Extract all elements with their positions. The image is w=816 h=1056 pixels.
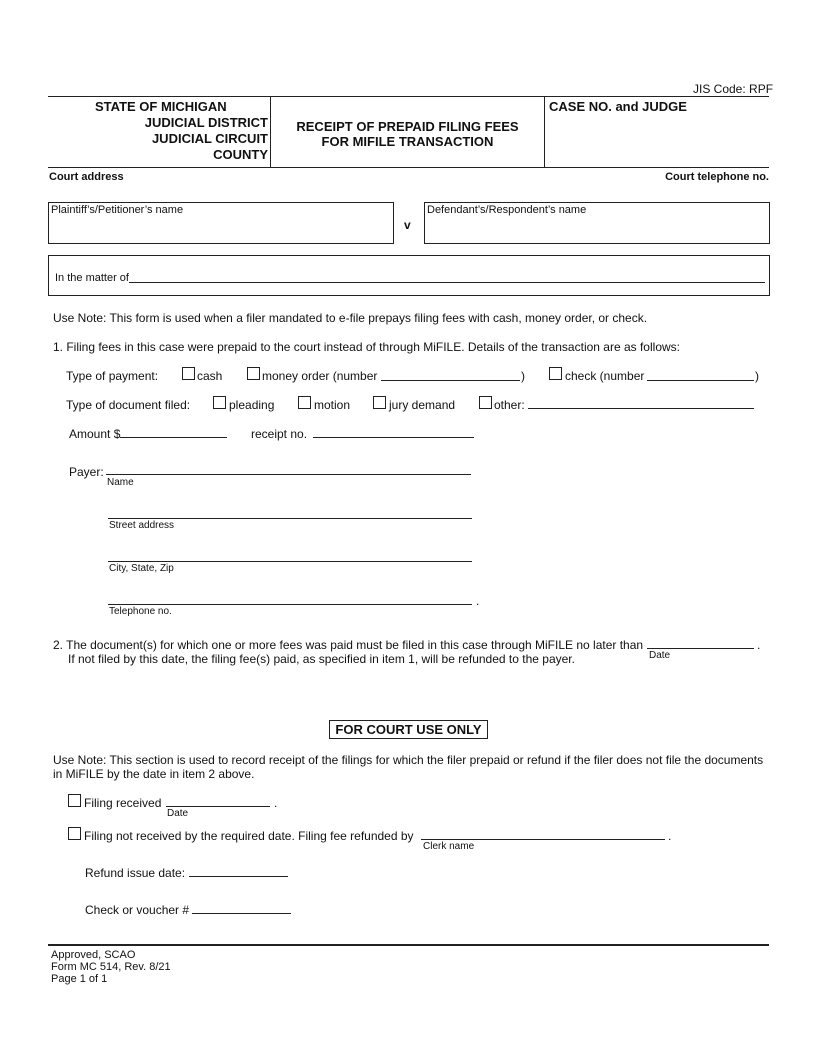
court-address-label: Court address	[49, 171, 124, 183]
doc-type-label: Type of document filed:	[66, 398, 191, 412]
jury-demand-label: jury demand	[389, 398, 456, 412]
jury-demand-checkbox[interactable]	[373, 396, 386, 409]
payer-street-field[interactable]	[108, 518, 472, 519]
court-use-heading-box	[329, 720, 488, 739]
plaintiff-box[interactable]	[48, 202, 394, 244]
other-checkbox[interactable]	[479, 396, 492, 409]
clerk-name-field[interactable]	[421, 839, 665, 840]
jis-code: JIS Code: RPF	[693, 82, 774, 96]
state-label: STATE OF MICHIGAN	[95, 99, 227, 114]
refund-date-label: Refund issue date:	[85, 866, 186, 880]
item2-period: .	[757, 638, 761, 652]
court-telephone-label: Court telephone no.	[665, 171, 769, 183]
plaintiff-label: Plaintiff’s/Petitioner’s name	[51, 204, 184, 216]
not-received-label: Filing not received by the required date. Filing fee refunded by	[84, 829, 414, 843]
refund-date-field[interactable]	[189, 876, 288, 877]
filing-received-checkbox[interactable]	[68, 794, 81, 807]
footer-form-number: Form MC 514, Rev. 8/21	[51, 961, 171, 973]
payer-name-field[interactable]	[106, 474, 471, 475]
payer-name-caption: Name	[107, 477, 134, 488]
check-voucher-field[interactable]	[192, 913, 291, 914]
form-title-line2: FOR MIFILE TRANSACTION	[321, 134, 494, 149]
money-order-label: money order (number	[262, 369, 378, 383]
item2-line1: 2. The document(s) for which one or more fees was paid must be filed in this case through MiFILE no later than	[53, 638, 644, 652]
use-note: Use Note: This form is used when a filer mandated to e-file prepays filing fees with cash, money order, or check.	[53, 311, 648, 325]
court-use-heading: FOR COURT USE ONLY	[335, 722, 482, 737]
other-label: other:	[494, 398, 525, 412]
court-use-note-line2: in MiFILE by the date in item 2 above.	[53, 767, 255, 781]
check-close: )	[755, 369, 759, 383]
payer-city-field[interactable]	[108, 561, 472, 562]
check-number-field[interactable]	[647, 380, 754, 381]
payer-phone-field[interactable]	[108, 604, 472, 605]
footer-approved: Approved, SCAO	[51, 949, 136, 961]
item2-date-caption: Date	[649, 650, 671, 661]
other-field[interactable]	[528, 408, 754, 409]
defendant-label: Defendant’s/Respondent’s name	[427, 204, 587, 216]
filing-received-date-caption: Date	[167, 808, 189, 819]
header-divider-right	[544, 97, 545, 167]
filing-received-date-field[interactable]	[166, 806, 270, 807]
money-order-number-field[interactable]	[381, 380, 520, 381]
amount-label: Amount $	[69, 427, 121, 441]
form-title-line1: RECEIPT OF PREPAID FILING FEES	[296, 119, 519, 134]
payer-phone-period: .	[476, 594, 480, 608]
court-use-note-line1: Use Note: This section is used to record receipt of the filings for which the filer prepaid or refund if the filer does not file the documents	[53, 753, 764, 767]
payer-phone-caption: Telephone no.	[109, 606, 172, 617]
circuit-label: JUDICIAL CIRCUIT	[151, 131, 268, 146]
county-label: COUNTY	[213, 147, 268, 162]
in-matter-of-label: In the matter of	[55, 272, 129, 284]
in-matter-of-line[interactable]	[129, 282, 765, 283]
in-matter-of-box	[48, 255, 770, 296]
payer-label: Payer:	[69, 465, 104, 479]
not-received-checkbox[interactable]	[68, 827, 81, 840]
money-order-close: )	[521, 369, 525, 383]
district-label: JUDICIAL DISTRICT	[144, 115, 268, 130]
header-bottom-rule	[48, 167, 769, 168]
versus-label: v	[404, 218, 411, 232]
filing-received-label: Filing received	[84, 796, 162, 810]
receipt-label: receipt no.	[251, 427, 308, 441]
pleading-checkbox[interactable]	[213, 396, 226, 409]
payment-type-label: Type of payment:	[66, 369, 159, 383]
case-no-label: CASE NO. and JUDGE	[549, 99, 687, 114]
amount-field[interactable]	[120, 437, 227, 438]
motion-checkbox[interactable]	[298, 396, 311, 409]
motion-label: motion	[314, 398, 351, 412]
payer-city-caption: City, State, Zip	[109, 563, 174, 574]
money-order-checkbox[interactable]	[247, 367, 260, 380]
check-voucher-label: Check or voucher #	[85, 903, 190, 917]
item2-line2: If not filed by this date, the filing fee(s) paid, as specified in item 1, will be refunded to the payer.	[68, 652, 575, 666]
cash-checkbox[interactable]	[182, 367, 195, 380]
check-checkbox[interactable]	[549, 367, 562, 380]
item1-text: 1. Filing fees in this case were prepaid to the court instead of through MiFILE. Details of the transaction are as follows:	[53, 340, 680, 354]
payer-street-caption: Street address	[109, 520, 175, 531]
receipt-field[interactable]	[313, 437, 474, 438]
clerk-name-caption: Clerk name	[423, 841, 475, 852]
filing-received-period: .	[274, 796, 278, 810]
clerk-period: .	[668, 829, 672, 843]
footer-rule	[48, 944, 769, 946]
cash-label: cash	[197, 369, 223, 383]
item2-date-field[interactable]	[647, 648, 754, 649]
pleading-label: pleading	[229, 398, 275, 412]
check-label: check (number	[565, 369, 645, 383]
footer-page: Page 1 of 1	[51, 973, 108, 985]
defendant-box[interactable]	[424, 202, 770, 244]
header-top-rule	[48, 96, 769, 97]
